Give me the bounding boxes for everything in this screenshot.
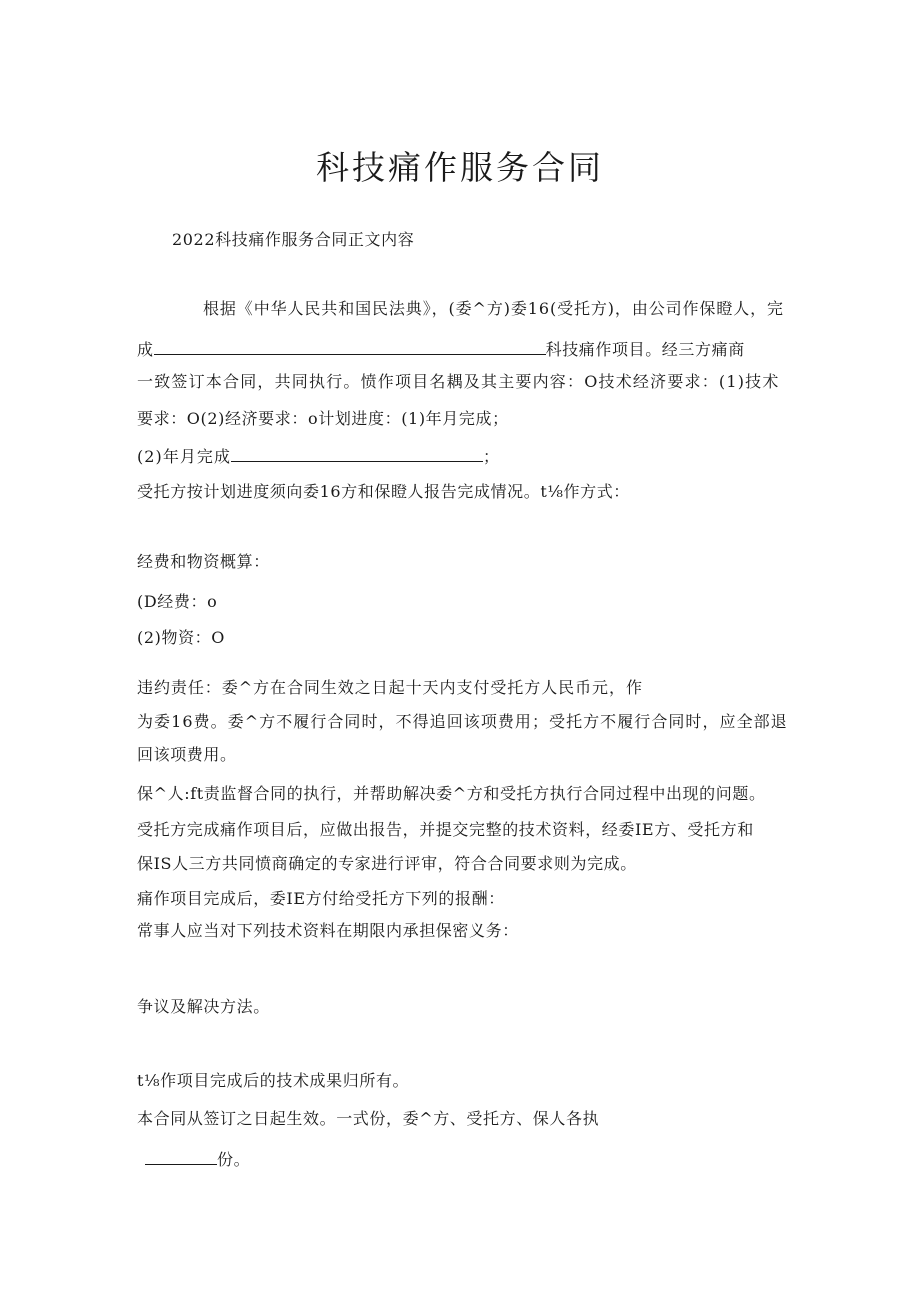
paragraph-line (137, 445, 500, 468)
paragraph-line: 本合同从签订之日起生效。一式份，委^方、受托方、保人各执 (137, 1109, 600, 1128)
fill-in-blank (154, 338, 546, 355)
paragraph-line: t⅛作项目完成后的技术成果归所有。 (137, 1071, 410, 1090)
document-title: 科技痛作服务合同 (316, 148, 604, 187)
fill-in-blank (231, 445, 483, 462)
paragraph-line: 痛作项目完成后，委IE方付给受托方下列的报酬： (137, 889, 505, 908)
paragraph-text: 份。 (217, 1150, 251, 1169)
paragraph-line: 根据《中华人民共和国民法典》，(委^方)委16(受托方)，由公司作保瞪人，完 (203, 299, 784, 318)
paragraph-line: 受托方按计划进度须向委16方和保瞪人报告完成情况。t⅛作方式： (137, 482, 630, 501)
document-subtitle: 2022科技痛作服务合同正文内容 (172, 230, 415, 249)
paragraph-line: 常事人应当对下列技术资料在期限内承担保密义务： (137, 921, 519, 940)
paragraph-text: 科技痛作项目。经三方痛商 (545, 340, 745, 359)
paragraph-line: 要求：O(2)经济要求：o计划进度：(1)年月完成； (137, 409, 509, 428)
paragraph-line: 争议及解决方法。 (137, 997, 270, 1016)
paragraph-line: 保IS人三方共同愤商确定的专家进行评审，符合合同要求则为完成。 (137, 854, 637, 873)
paragraph-line: 回该项费用。 (137, 745, 237, 764)
paragraph-text: (2)年月完成 (137, 447, 232, 466)
paragraph-line: 一致签订本合同，共同执行。愤作项目名耦及其主要内容：O技术经济要求：(1)技术 (137, 372, 780, 391)
paragraph-line: 经费和物资概算： (137, 552, 270, 571)
paragraph-line: (2)物资：O (137, 628, 225, 647)
paragraph-text: 成 (137, 340, 154, 359)
paragraph-line: 保^人:ft责监督合同的执行，并帮助解决委^方和受托方执行合同过程中出现的问题。 (137, 784, 766, 803)
paragraph-line: 受托方完成痛作项目后，应做出报告，并提交完整的技术资料，经委IE方、受托方和 (137, 820, 754, 839)
paragraph-text: ； (483, 447, 501, 466)
paragraph-line: (D经费：o (137, 592, 218, 611)
fill-in-blank (145, 1148, 217, 1165)
paragraph-line (145, 1148, 250, 1171)
paragraph-line: 违约责任：委^方在合同生效之日起十天内支付受托方人民币元，作 (137, 678, 643, 697)
paragraph-line (137, 338, 745, 361)
paragraph-line: 为委16费。委^方不履行合同时，不得追回该项费用；受托方不履行合同时，应全部退 (137, 712, 788, 731)
